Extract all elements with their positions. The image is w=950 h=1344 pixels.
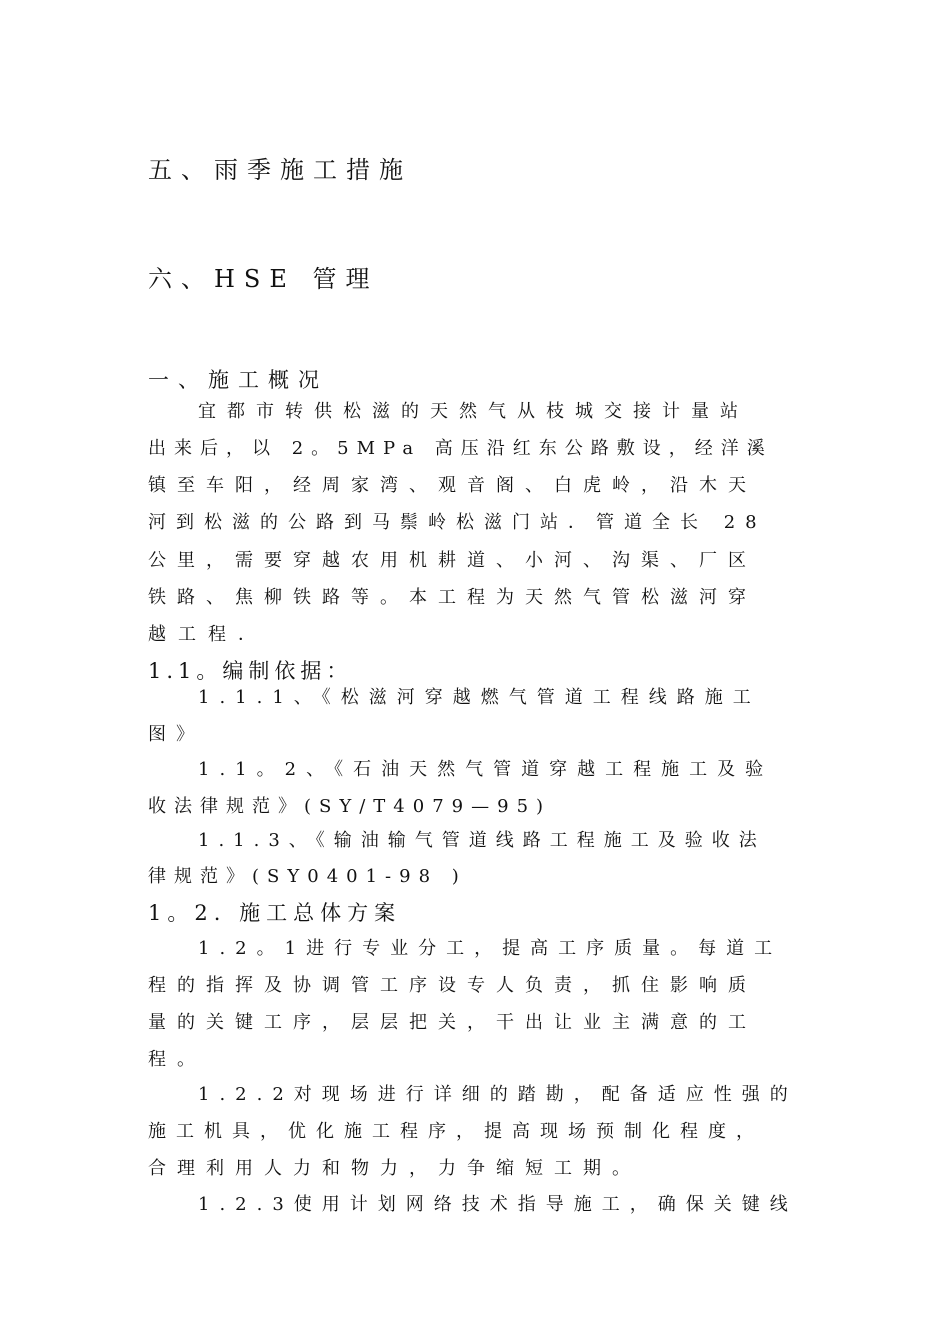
plan-line: 程的指挥及协调管工序设专人负责，抓住影响质 <box>148 975 757 996</box>
para-line: 铁路、焦柳铁路等。本工程为天然气管松滋河穿 <box>148 587 757 608</box>
plan-line: 合理利用人力和物力，力争缩短工期。 <box>148 1158 641 1179</box>
heading-rainy-season: 五、雨季施工措施 <box>148 156 412 184</box>
para-line: 宜都市转供松滋的天然气从枝城交接计量站 <box>198 401 749 422</box>
para-line: 公里，需要穿越农用机耕道、小河、沟渠、厂区 <box>148 550 757 571</box>
para-line: 河到松滋的公路到马鬃岭松滋门站．管道全长 28 <box>148 512 767 533</box>
para-line: 越工程． <box>148 624 268 645</box>
plan-line: 施工机具，优化施工程序，提高现场预制化程度， <box>148 1121 764 1142</box>
heading-plan: 1。2. 施工总体方案 <box>148 901 402 925</box>
heading-overview: 一、施工概况 <box>148 368 328 392</box>
basis-line: 收法律规范》(SY/T4079—95) <box>148 796 552 817</box>
basis-line: 1.1.1、《松滋河穿越燃气管道工程线路施工 <box>198 687 761 708</box>
plan-line: 量的关键工序，层层把关，干出让业主满意的工 <box>148 1012 757 1033</box>
basis-line: 图》 <box>148 724 204 745</box>
basis-line: 1.1。2、《石油天然气管道穿越工程施工及验 <box>198 759 774 780</box>
plan-line: 1.2.3使用计划网络技术指导施工，确保关键线 <box>198 1194 798 1215</box>
heading-basis: 1.1。编制依据： <box>148 659 353 683</box>
basis-line: 1.1.3、《输油输气管道线路工程施工及验收法 <box>198 830 766 851</box>
para-line: 出来后，以 2。5MPa 高压沿红东公路敷设，经洋溪 <box>148 438 773 459</box>
heading-hse: 六、HSE 管理 <box>148 265 379 293</box>
para-line: 镇至车阳，经周家湾、观音阁、白虎岭，沿木天 <box>148 475 757 496</box>
plan-line: 1.2。1进行专业分工，提高工序质量。每道工 <box>198 938 783 959</box>
plan-line: 程。 <box>148 1049 206 1070</box>
basis-line: 律规范》(SY0401-98 ) <box>148 866 467 887</box>
plan-line: 1.2.2对现场进行详细的踏勘，配备适应性强的 <box>198 1084 798 1105</box>
